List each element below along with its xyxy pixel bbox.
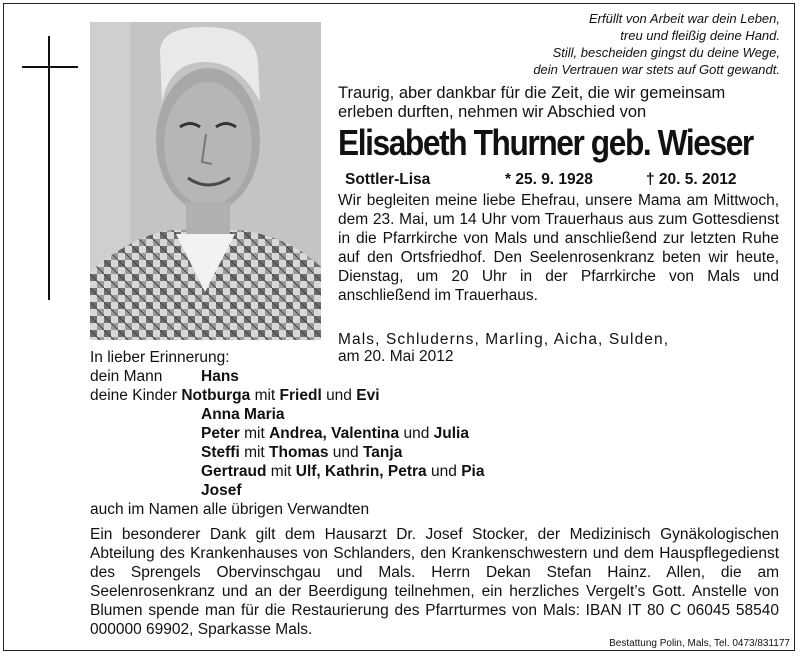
- husband-line: [90, 368, 239, 387]
- deceased-name: Elisabeth Thurner geb. Wieser: [338, 122, 753, 163]
- partner-names: Ulf, Kathrin, Petra: [295, 463, 427, 480]
- child-name: Peter: [201, 425, 240, 442]
- poem-line: Erfüllt von Arbeit war dein Leben,: [588, 11, 780, 26]
- intro-text: Traurig, aber dankbar für die Zeit, die wir gemeinsam erleben durften, nehmen wir Abschied von: [338, 84, 726, 121]
- partner-names: Tanja: [362, 444, 403, 461]
- mourners-heading: In lieber Erinnerung:: [90, 349, 230, 366]
- child-line: [201, 444, 402, 463]
- children-label: deine Kinder: [90, 387, 178, 404]
- partner-names: Andrea, Valentina: [269, 425, 400, 442]
- connector-text: mit: [270, 463, 292, 480]
- connector-text: und: [403, 425, 430, 442]
- funeral-home-footer: Bestattung Polin, Mals, Tel. 0473/831177: [609, 638, 790, 649]
- child-name: Josef: [201, 482, 242, 499]
- deceased-nickname: Sottler-Lisa: [345, 171, 431, 188]
- funeral-notice: Wir begleiten meine liebe Ehefrau, unsere Mama am Mittwoch, dem 23. Mai, um 14 Uhr vom Trauerhaus aus zum Gottesdienst in die Pfarrkirche von Mals und anschließend zur letzten Ruhe auf den Ortsfriedhof. Den Seelenrosenkranz beten wir heute, Dienstag, um 20 Uhr in der Pfarrkirche von Mals und anschließend im Trauerhaus.: [338, 192, 779, 304]
- connector-text: und: [431, 463, 457, 480]
- places-line: Mals, Schluderns, Marling, Aicha, Sulden,: [338, 331, 670, 348]
- partner-names: Julia: [433, 425, 469, 442]
- partner-names: Pia: [461, 463, 485, 480]
- connector-text: mit: [254, 387, 276, 404]
- connector-text: mit: [244, 425, 265, 442]
- child-name: Steffi: [201, 444, 240, 461]
- partner-names: Friedl: [279, 387, 322, 404]
- memorial-poem: [440, 10, 780, 78]
- connector-text: und: [332, 444, 359, 461]
- poem-line: dein Vertrauen war stets auf Gott gewandt.: [533, 62, 780, 77]
- portrait-photo: [90, 22, 321, 340]
- husband-label: dein Mann: [90, 368, 163, 385]
- child-name: Anna Maria: [201, 406, 285, 423]
- birth-date: * 25. 9. 1928: [505, 171, 593, 188]
- death-date: † 20. 5. 2012: [646, 171, 737, 188]
- child-line: [201, 463, 484, 482]
- partner-names: Thomas: [269, 444, 329, 461]
- relatives-line: auch im Namen alle übrigen Verwandten: [90, 501, 370, 518]
- children-line: [90, 387, 380, 406]
- acknowledgement-text: Ein besonderer Dank gilt dem Hausarzt Dr. Josef Stocker, der Medizinisch Gynäkologischen Abteilung des Krankenhauses von Schlanders, den Krankenschwestern und dem Hauspflegedienst des Sprengels Obervinschgau und Mals. Herrn Dekan Stefan Hainz. Allen, die am Seelenrosenkranz und an der Beerdigung teilnehmen, ein herzliches Vergelt’s Gott. Anstelle von Blumen spende man für die Restaurierung des Pfarrturmes von Mals: IBAN IT 80 C 06045 58540 000000 69902, Sparkasse Mals.: [90, 526, 779, 638]
- child-name: Notburga: [181, 387, 251, 404]
- child-line: [201, 425, 469, 444]
- notice-date: am 20. Mai 2012: [338, 348, 454, 365]
- connector-text: mit: [244, 444, 265, 461]
- partner-names: Evi: [356, 387, 380, 404]
- connector-text: und: [326, 387, 352, 404]
- poem-line: treu und fleißig deine Hand.: [620, 28, 780, 43]
- husband-name: Hans: [201, 368, 239, 385]
- poem-line: Still, bescheiden gingst du deine Wege,: [552, 45, 780, 60]
- child-name: Gertraud: [201, 463, 267, 480]
